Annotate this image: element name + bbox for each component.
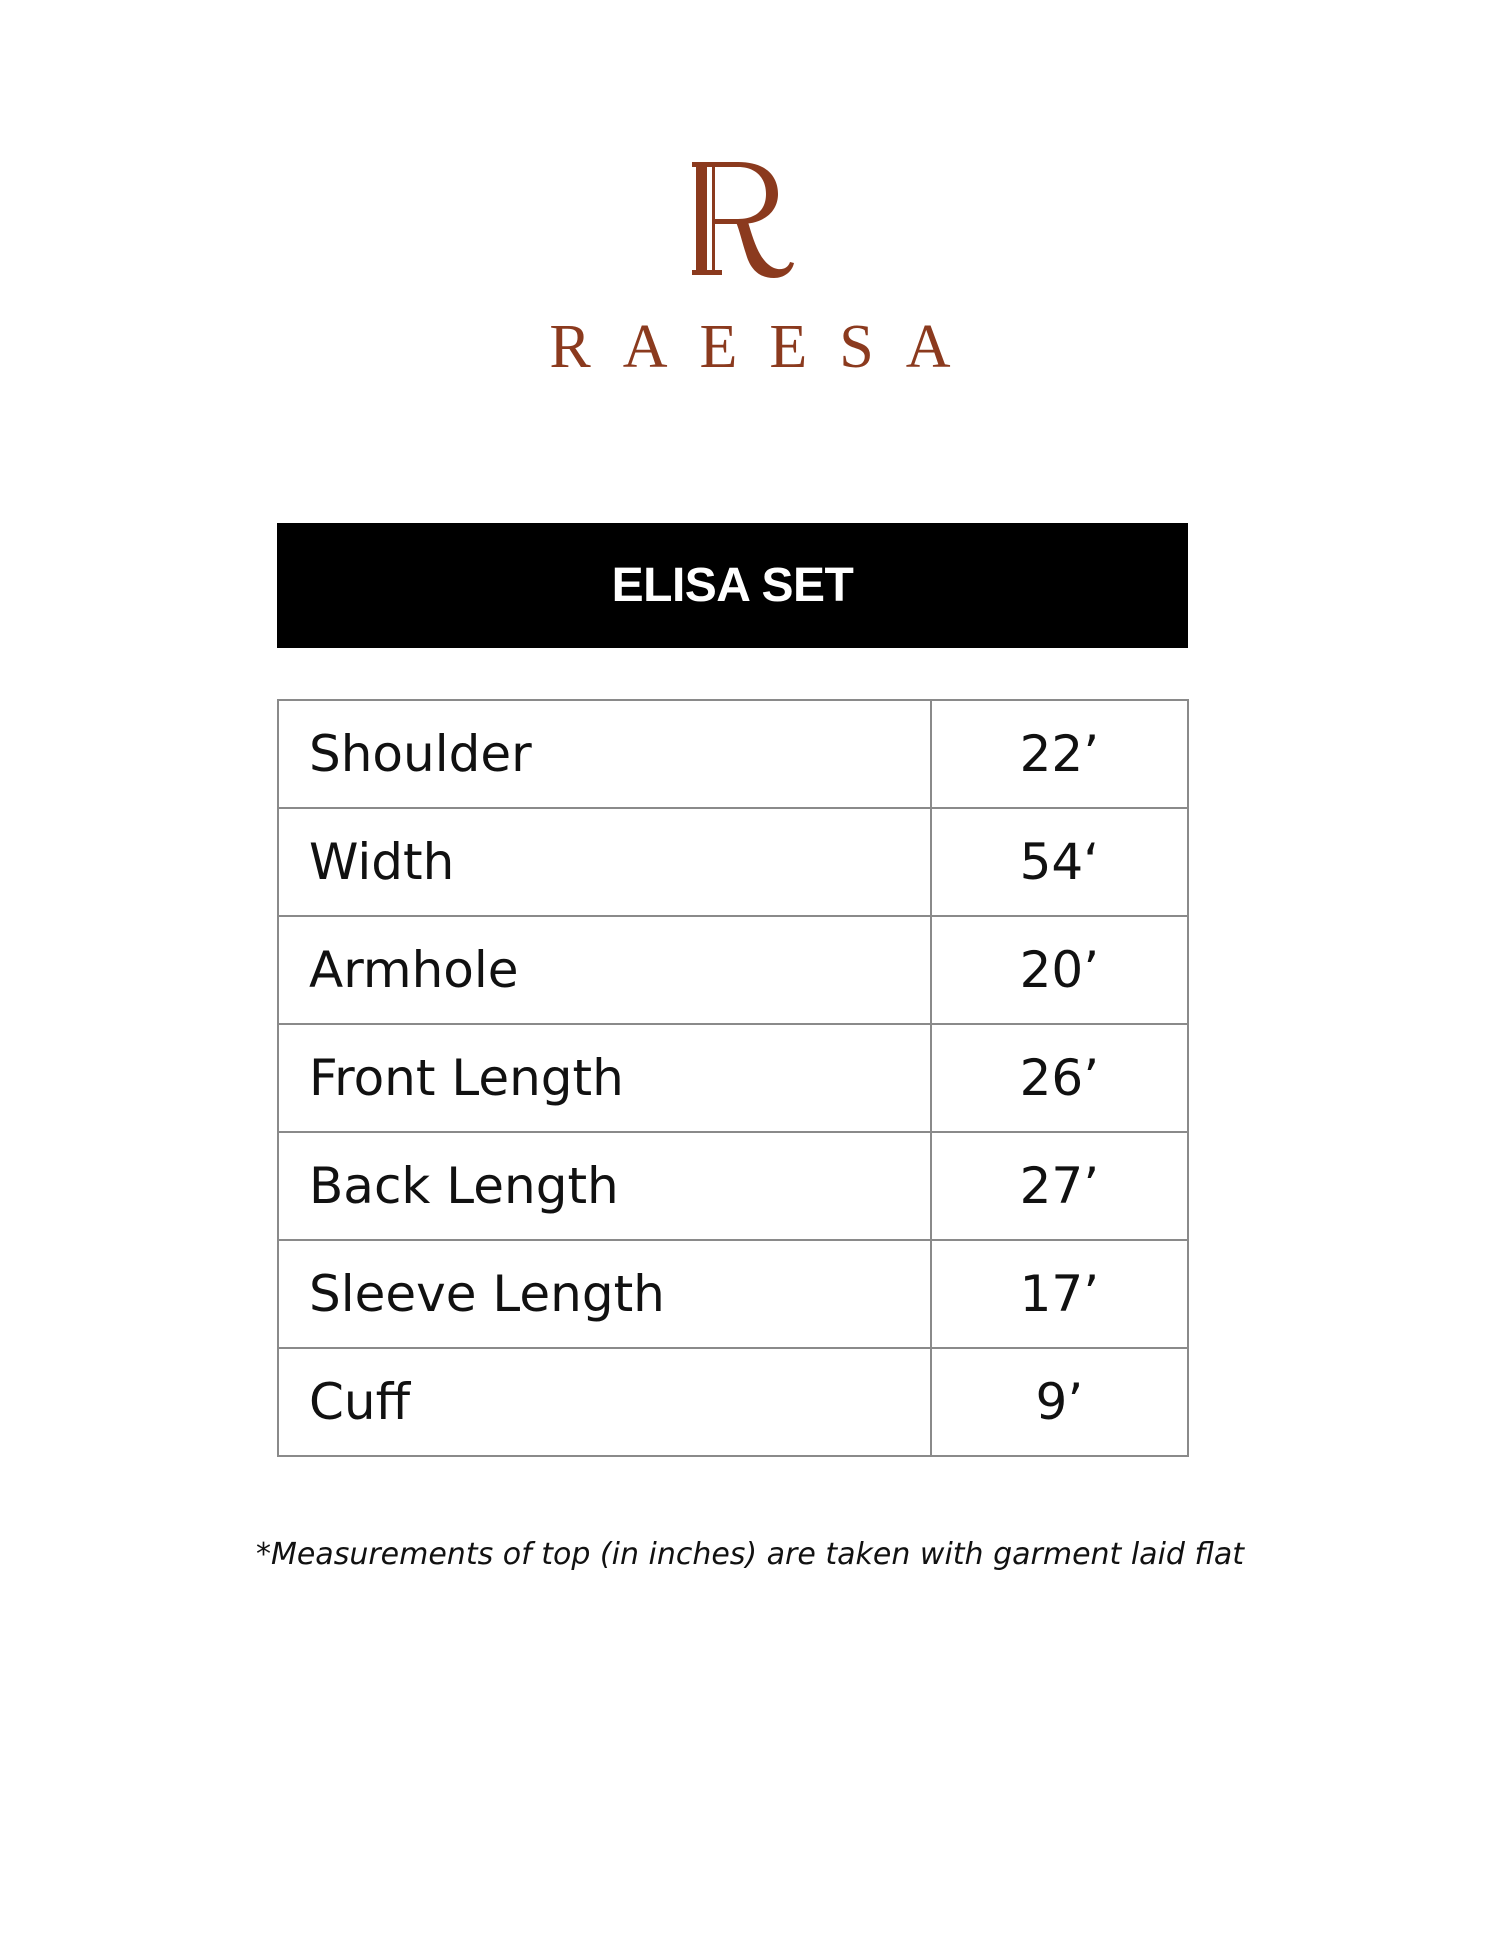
measurement-value: 9’ (931, 1348, 1188, 1456)
measurement-label: Width (278, 808, 931, 916)
product-title: ELISA SET (611, 559, 854, 612)
measurement-value: 27’ (931, 1132, 1188, 1240)
measurement-value: 17’ (931, 1240, 1188, 1348)
measurement-label: Sleeve Length (278, 1240, 931, 1348)
table-row (278, 808, 1188, 916)
measurement-label: Back Length (278, 1132, 931, 1240)
title-bar (277, 523, 1188, 648)
table-row (278, 1132, 1188, 1240)
measurement-label: Armhole (278, 916, 931, 1024)
measurement-label: Shoulder (278, 700, 931, 808)
table-row (278, 1024, 1188, 1132)
brand-name: RAEESA (549, 313, 983, 381)
measurement-label: Front Length (278, 1024, 931, 1132)
table-row (278, 1240, 1188, 1348)
table-row (278, 700, 1188, 808)
table-row (278, 916, 1188, 1024)
measurement-value: 22’ (931, 700, 1188, 808)
measurement-value: 20’ (931, 916, 1188, 1024)
measurement-value: 54‘ (931, 808, 1188, 916)
measurement-label: Cuff (278, 1348, 931, 1456)
measurement-footnote: *Measurements of top (in inches) are taken with garment laid flat (255, 1537, 1245, 1572)
size-chart-table (277, 699, 1189, 1457)
brand-logo-icon (650, 150, 850, 290)
table-row (278, 1348, 1188, 1456)
measurement-value: 26’ (931, 1024, 1188, 1132)
